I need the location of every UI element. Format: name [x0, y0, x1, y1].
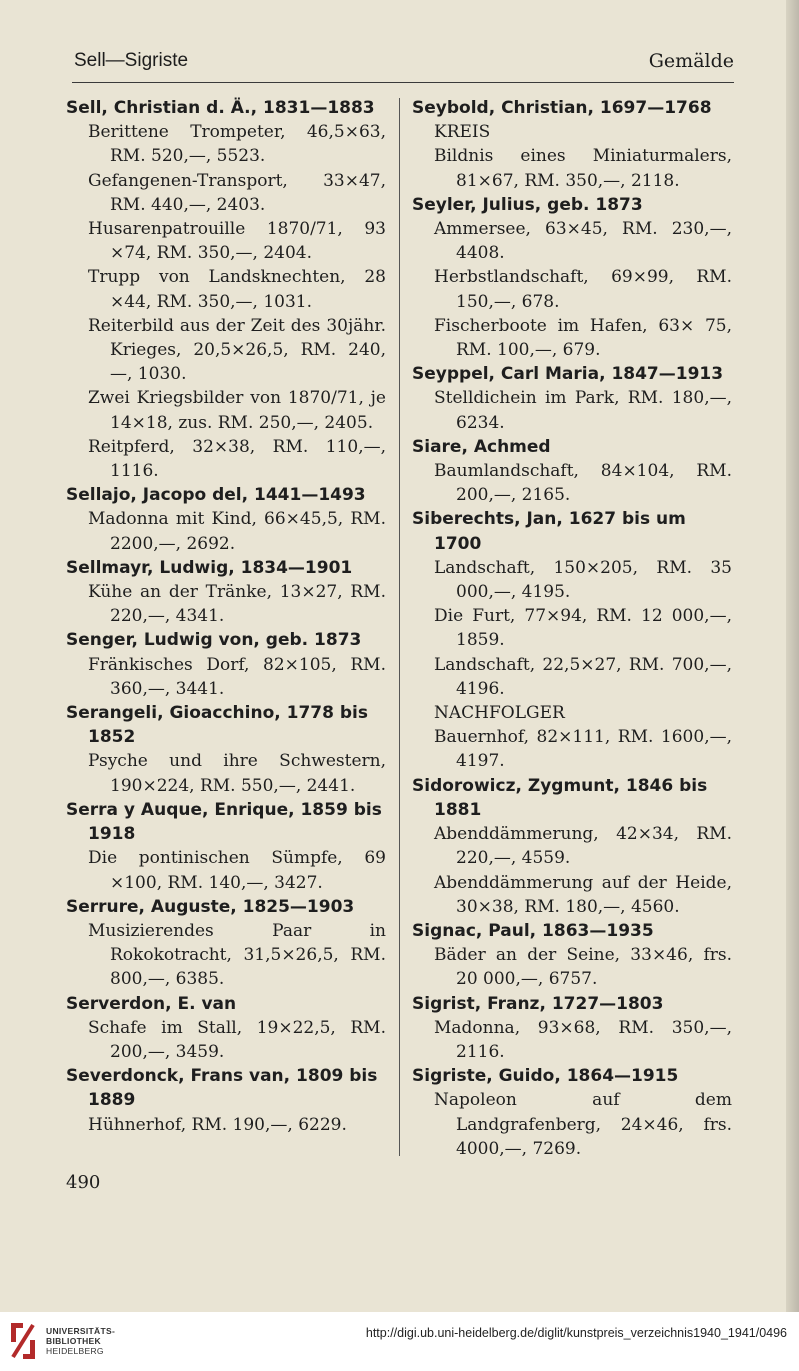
artwork-listing: Die Furt, 77×94, RM. 12 000,—, 1859.: [434, 606, 732, 651]
attribution-label: NACHFOLGER: [434, 703, 565, 724]
library-name-line1: UNIVERSITÄTS-: [46, 1326, 116, 1336]
catalog-entry: [66, 701, 386, 798]
right-column: [412, 96, 732, 1161]
artwork-listing: Abenddämmerung auf der Heide, 30×38, RM. 180,—, 4560.: [434, 872, 732, 917]
artist-heading: Seybold, Christian, 1697—1768: [412, 98, 712, 118]
artwork-listing: Trupp von Landsknechten, 28 ×44, RM. 350,—, 1031.: [88, 267, 386, 312]
artwork-listing: Fränkisches Dorf, 82×105, RM. 360,—, 3441.: [88, 654, 386, 699]
artwork-listing: Bildnis eines Miniaturmalers, 81×67, RM. 350,—, 2118.: [434, 146, 732, 191]
artwork-listing: Landschaft, 150×205, RM. 35 000,—, 4195.: [434, 557, 732, 603]
artwork-listing: Madonna mit Kind, 66×45,5, RM. 2200,—, 2692.: [88, 509, 386, 554]
artist-heading: Sellajo, Jacopo del, 1441—1493: [66, 485, 366, 506]
artwork-listing: Zwei Kriegsbilder von 1870/71, je 14×18, zus. RM. 250,—, 2405.: [88, 388, 386, 433]
permalink-url[interactable]: http://digi.ub.uni-heidelberg.de/diglit/kunstpreis_verzeichnis1940_1941/0496: [365, 1326, 787, 1340]
library-name[interactable]: [46, 1326, 115, 1356]
artwork-listing: Landschaft, 22,5×27, RM. 700,—, 4196.: [434, 654, 732, 699]
artwork-listing: Reiterbild aus der Zeit des 30jähr. Krieges, 20,5×26,5, RM. 240,—, 1030.: [88, 315, 386, 385]
catalog-entry: [412, 96, 732, 193]
artwork-listing: Psyche und ihre Schwestern, 190×224, RM. 550,—, 2441.: [88, 751, 386, 796]
artwork-listing: Die pontinischen Sümpfe, 69 ×100, RM. 140,—, 3427.: [88, 848, 386, 893]
page-number: 490: [66, 1172, 101, 1193]
catalog-entry: [66, 628, 386, 701]
catalog-entry: [66, 96, 386, 483]
catalog-entry: [66, 483, 386, 556]
artist-heading: Signac, Paul, 1863—1935: [412, 920, 654, 941]
heidelberg-library-logo-icon[interactable]: [8, 1320, 38, 1362]
artwork-listing: Schafe im Stall, 19×22,5, RM. 200,—, 3459.: [88, 1017, 386, 1062]
header-rule: [72, 82, 734, 83]
artwork-listing: Madonna, 93×68, RM. 350,—, 2116.: [434, 1017, 732, 1062]
catalog-entry: [66, 798, 386, 895]
attribution-label: KREIS: [434, 122, 491, 143]
artwork-listing: Ammersee, 63×45, RM. 230,—, 4408.: [434, 219, 732, 264]
catalog-entry: [412, 774, 732, 919]
artwork-listing: Herbstlandschaft, 69×99, RM. 150,—, 678.: [434, 267, 732, 312]
artwork-listing: Stelldichein im Park, RM. 180,—, 6234.: [434, 388, 732, 433]
artwork-listing: Husarenpatrouille 1870/71, 93 ×74, RM. 350,—, 2404.: [88, 219, 386, 264]
catalog-entry: [412, 435, 732, 508]
catalog-entry: [412, 193, 732, 362]
artwork-listing: Baumlandschaft, 84×104, RM. 200,—, 2165.: [434, 461, 732, 506]
running-head-right: Gemälde: [648, 50, 734, 72]
artist-heading: Severdonck, Frans van, 1809 bis 1889: [66, 1066, 378, 1111]
viewer-footer: [0, 1312, 799, 1371]
artist-heading: Seyler, Julius, geb. 1873: [412, 194, 643, 215]
artist-heading: Sigrist, Franz, 1727—1803: [412, 993, 664, 1014]
artist-heading: Sigriste, Guido, 1864—1915: [412, 1066, 679, 1087]
artist-heading: Serangeli, Gioacchino, 1778 bis 1852: [66, 703, 368, 748]
artist-heading: Serverdon, E. van: [66, 993, 237, 1014]
library-name-line3: HEIDELBERG: [46, 1346, 104, 1356]
artist-heading: Senger, Ludwig von, geb. 1873: [66, 630, 362, 651]
catalog-entry: [412, 992, 732, 1065]
catalog-entry: [412, 362, 732, 435]
artist-heading: Siberechts, Jan, 1627 bis um 1700: [412, 509, 686, 554]
column-divider: [399, 98, 400, 1156]
running-head-left: Sell—Sigriste: [74, 50, 189, 71]
artwork-listing: Reitpferd, 32×38, RM. 110,—, 1116.: [88, 436, 386, 482]
artwork-listing: Musizierendes Paar in Rokokotracht, 31,5×26,5, RM. 800,—, 6385.: [88, 920, 386, 990]
artist-heading: Sellmayr, Ludwig, 1834—1901: [66, 557, 353, 578]
library-name-line2: BIBLIOTHEK: [46, 1336, 101, 1346]
artwork-listing: Abenddämmerung, 42×34, RM. 220,—, 4559.: [434, 824, 732, 869]
catalog-entry: [66, 1064, 386, 1137]
artwork-listing: Berittene Trompeter, 46,5×63, RM. 520,—, 5523.: [88, 122, 386, 167]
artist-heading: Sidorowicz, Zygmunt, 1846 bis 1881: [412, 775, 708, 820]
catalog-entry: [412, 919, 732, 992]
artist-heading: Siare, Achmed: [412, 436, 551, 457]
page-edge-shadow: [786, 0, 799, 1312]
artwork-listing: Fischerboote im Hafen, 63× 75, RM. 100,—, 679.: [434, 315, 732, 361]
catalog-entry: [412, 507, 732, 773]
artwork-listing: Napoleon auf dem Landgrafenberg, 24×46, frs. 4000,—, 7269.: [434, 1090, 732, 1159]
catalog-entry: [66, 556, 386, 629]
artist-heading: Sell, Christian d. Ä., 1831—1883: [66, 98, 375, 118]
artwork-listing: Hühnerhof, RM. 190,—, 6229.: [88, 1114, 347, 1135]
running-head: [74, 50, 734, 80]
artist-heading: Serra y Auque, Enrique, 1859 bis 1918: [66, 799, 382, 845]
artist-heading: Seyppel, Carl Maria, 1847—1913: [412, 364, 724, 385]
artwork-listing: Kühe an der Tränke, 13×27, RM. 220,—, 4341.: [88, 582, 386, 627]
left-column: [66, 96, 386, 1137]
artwork-listing: Bauernhof, 82×111, RM. 1600,—, 4197.: [434, 727, 732, 772]
artwork-listing: Bäder an der Seine, 33×46, frs. 20 000,—, 6757.: [434, 945, 732, 990]
catalog-entry: [412, 1064, 732, 1161]
catalog-entry: [66, 895, 386, 992]
catalog-entry: [66, 992, 386, 1065]
artwork-listing: Gefangenen-Transport, 33×47, RM. 440,—, 2403.: [88, 170, 386, 215]
artist-heading: Serrure, Auguste, 1825—1903: [66, 896, 355, 917]
